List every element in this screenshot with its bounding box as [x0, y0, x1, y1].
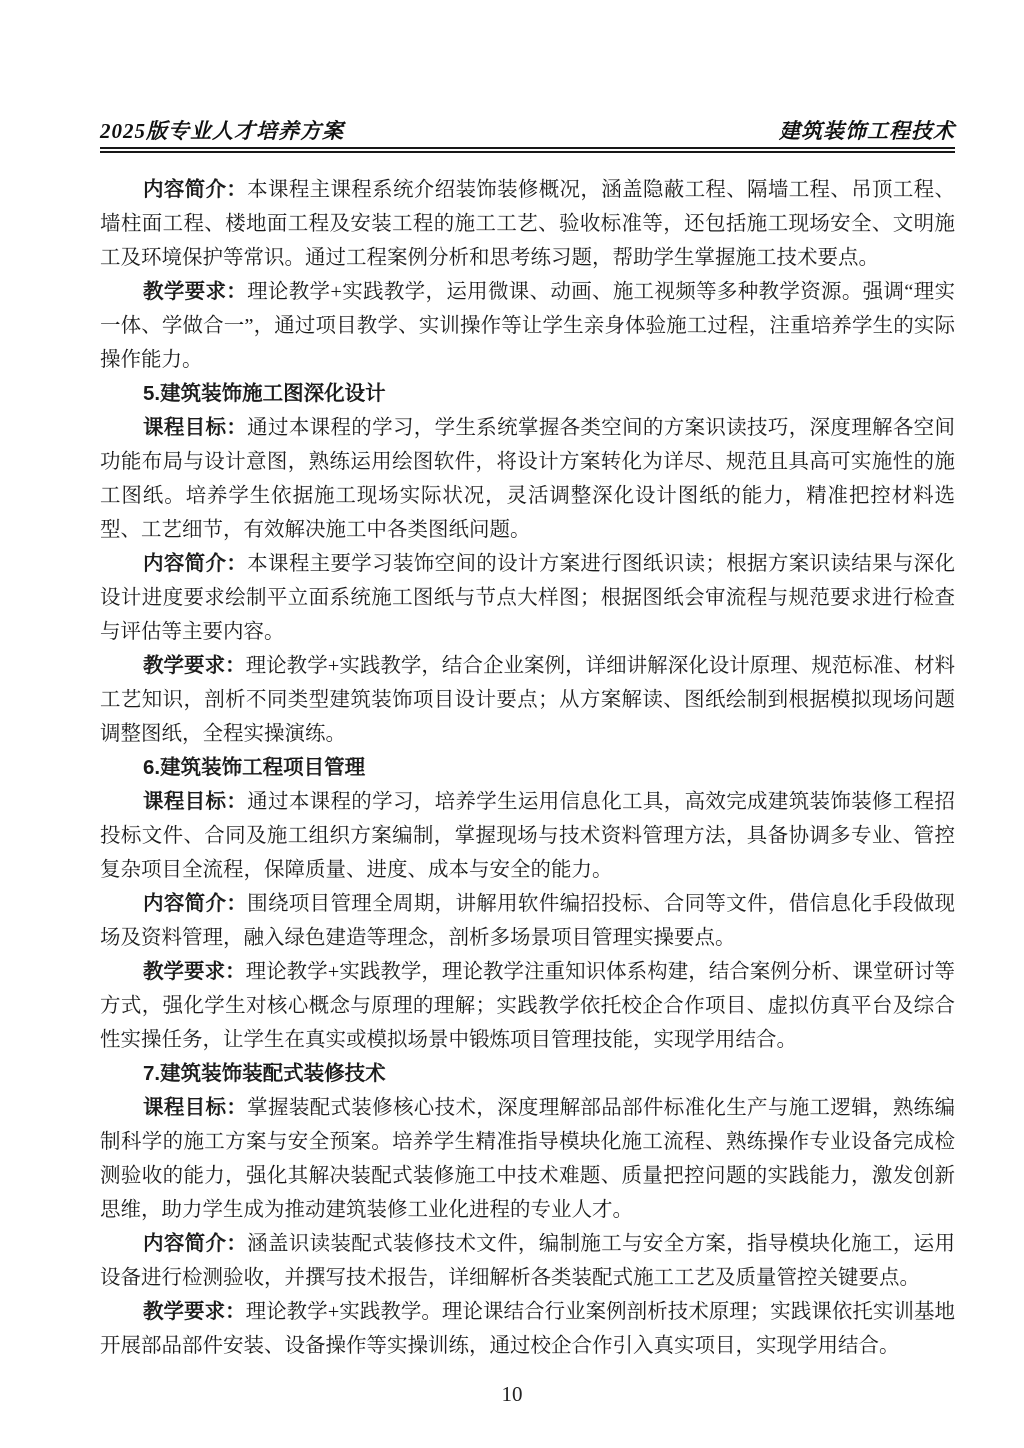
paragraph-label: 课程目标： — [143, 416, 248, 439]
paragraph-text: 通过本课程的学习，培养学生运用信息化工具，高效完成建筑装饰装修工程招投标文件、合同及施工组织方案编制，掌握现场与技术资料管理方法，具备协调多专业、管控复杂项目全流程，保障质量、进度、成本与安全的能力。 — [100, 791, 956, 881]
paragraph-label: 内容简介： — [143, 178, 248, 201]
paragraph-text: 本课程主课程系统介绍装饰装修概况，涵盖隐蔽工程、隔墙工程、吊顶工程、墙柱面工程、楼地面工程及安装工程的施工工艺、验收标准等，还包括施工现场安全、文明施工及环境保护等常识。通过工程案例分析和思考练习题，帮助学生掌握施工技术要点。 — [100, 179, 956, 269]
page-number: 10 — [501, 1382, 523, 1406]
paragraph-label: 内容简介： — [143, 892, 248, 915]
page-footer — [0, 1382, 1024, 1407]
paragraph — [100, 887, 955, 955]
header-right-title: 建筑装饰工程技术 — [779, 119, 955, 143]
course-heading: 6.建筑装饰工程项目管理 — [143, 756, 366, 779]
paragraph — [100, 173, 955, 275]
paragraph — [100, 275, 955, 377]
header-double-rule — [100, 147, 955, 153]
paragraph-text: 通过本课程的学习，学生系统掌握各类空间的方案识读技巧，深度理解各空间功能布局与设计意图，熟练运用绘图软件，将设计方案转化为详尽、规范且具高可实施性的施工图纸。培养学生依据施工现场实际状况，灵活调整深化设计图纸的能力，精准把控材料选型、工艺细节，有效解决施工中各类图纸问题。 — [100, 417, 956, 541]
paragraph-label: 教学要求： — [143, 1300, 246, 1323]
paragraph-text: 理论教学+实践教学，理论教学注重知识体系构建，结合案例分析、课堂研讨等方式，强化学生对核心概念与原理的理解；实践教学依托校企合作项目、虚拟仿真平台及综合性实操任务，让学生在真实或模拟场景中锻炼项目管理技能，实现学用结合。 — [100, 961, 956, 1051]
paragraph-text: 涵盖识读装配式装修技术文件，编制施工与安全方案，指导模块化施工，运用设备进行检测验收，并撰写技术报告，详细解析各类装配式施工工艺及质量管控关键要点。 — [100, 1233, 956, 1289]
paragraph — [100, 1295, 955, 1363]
paragraph — [100, 411, 955, 547]
document-content — [100, 173, 955, 1363]
paragraph-text: 理论教学+实践教学，运用微课、动画、施工视频等多种教学资源。强调“理实一体、学做合一”，通过项目教学、实训操作等让学生亲身体验施工过程，注重培养学生的实际操作能力。 — [100, 281, 955, 371]
paragraph-label: 内容简介： — [143, 552, 248, 575]
header-left-title: 2025版专业人才培养方案 — [100, 119, 344, 143]
page-header — [100, 118, 955, 144]
paragraph — [100, 785, 955, 887]
paragraph-label: 课程目标： — [143, 1096, 248, 1119]
paragraph-label: 内容简介： — [143, 1232, 248, 1255]
paragraph-label: 课程目标： — [143, 790, 248, 813]
course-heading: 5.建筑装饰施工图深化设计 — [143, 382, 386, 405]
paragraph — [100, 547, 955, 649]
paragraph — [100, 1227, 955, 1295]
paragraph-label: 教学要求： — [143, 960, 246, 983]
paragraph-label: 教学要求： — [143, 280, 248, 303]
paragraph-text: 围绕项目管理全周期，讲解用软件编招投标、合同等文件，借信息化手段做现场及资料管理，融入绿色建造等理念，剖析多场景项目管理实操要点。 — [100, 893, 956, 949]
paragraph-text: 掌握装配式装修核心技术，深度理解部品部件标准化生产与施工逻辑，熟练编制科学的施工方案与安全预案。培养学生精准指导模块化施工流程、熟练操作专业设备完成检测验收的能力，强化其解决装配式装修施工中技术难题、质量把控问题的实践能力，激发创新思维，助力学生成为推动建筑装修工业化进程的专业人才。 — [100, 1097, 956, 1221]
paragraph — [100, 1091, 955, 1227]
paragraph-text: 理论教学+实践教学。理论课结合行业案例剖析技术原理；实践课依托实训基地开展部品部件安装、设备操作等实操训练，通过校企合作引入真实项目，实现学用结合。 — [100, 1301, 956, 1357]
paragraph-text: 理论教学+实践教学，结合企业案例，详细讲解深化设计原理、规范标准、材料工艺知识，剖析不同类型建筑装饰项目设计要点；从方案解读、图纸绘制到根据模拟现场问题调整图纸，全程实操演练。 — [100, 655, 956, 745]
paragraph-text: 本课程主要学习装饰空间的设计方案进行图纸识读；根据方案识读结果与深化设计进度要求绘制平立面系统施工图纸与节点大样图；根据图纸会审流程与规范要求进行检查与评估等主要内容。 — [100, 553, 956, 643]
course-heading: 7.建筑装饰装配式装修技术 — [143, 1062, 386, 1085]
paragraph — [100, 955, 955, 1057]
paragraph-label: 教学要求： — [143, 654, 246, 677]
paragraph — [100, 649, 955, 751]
